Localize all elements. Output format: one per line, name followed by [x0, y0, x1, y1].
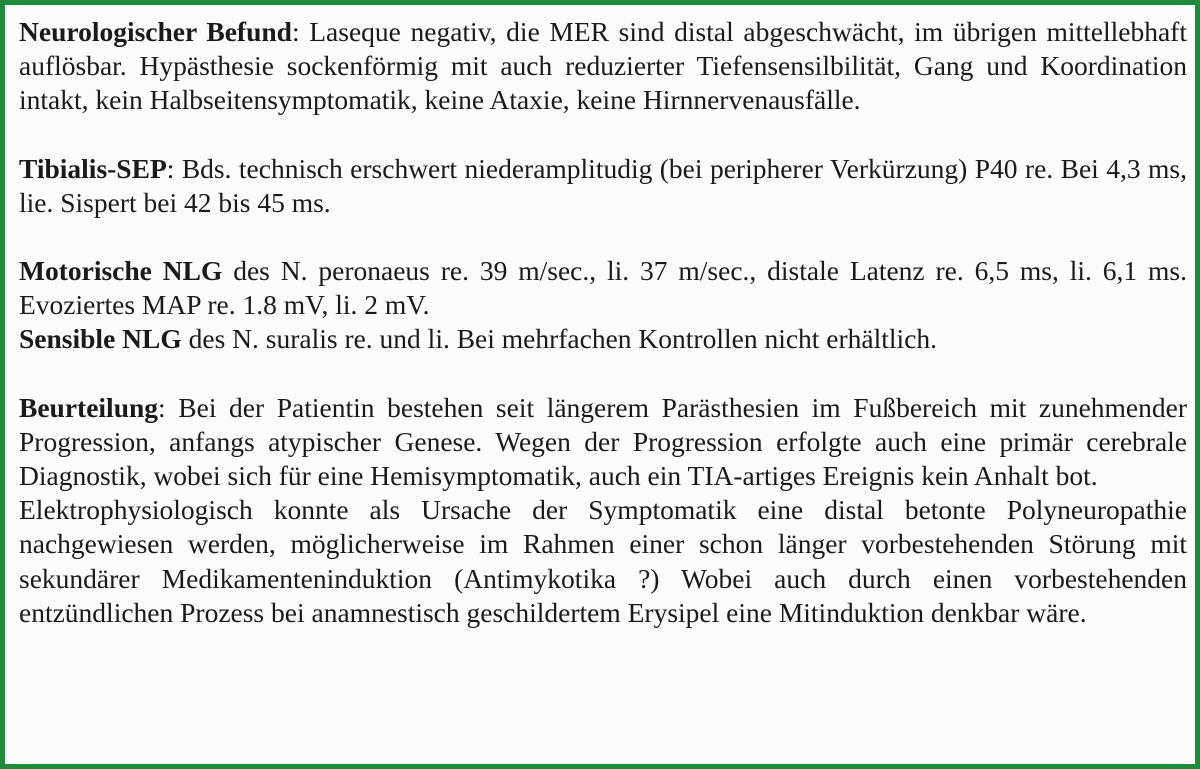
- paragraph-spacer: [19, 220, 1187, 254]
- tibialis-sep-paragraph: [19, 152, 1187, 220]
- motor-nlg-heading: Motorische NLG: [19, 255, 223, 287]
- sensory-nlg-heading: Sensible NLG: [19, 323, 182, 355]
- tibialis-sep-text: : Bds. technisch erschwert niederamplitudig (bei peripherer Verkürzung) P40 re. Bei 4,3 ms, lie. Sispert bei 42 bis 45 ms.: [19, 152, 1187, 218]
- motor-nlg-text: des N. peronaeus re. 39 m/sec., li. 37 m/sec., distale Latenz re. 6,5 ms, li. 6,1 ms. Evoziertes MAP re. 1.8 mV, li. 2 mV.: [19, 255, 1187, 321]
- neurological-findings-heading: Neurologischer Befund: [19, 16, 292, 47]
- electrophysiology-paragraph: [19, 493, 1187, 630]
- assessment-text: : Bei der Patientin bestehen seit längerem Parästhesien im Fußbereich mit zunehmender Progression, anfangs atypischer Genese. Wegen der Progression erfolgte auch eine primär cerebrale Diagnostik, wobei sich für eine Hemisymptomatik, auch ein TIA-artiges Ereignis kein Anhalt bot.: [19, 391, 1187, 492]
- document-body: [19, 15, 1187, 630]
- paragraph-spacer: [19, 118, 1187, 152]
- sensory-nlg-text: des N. suralis re. und li. Bei mehrfachen Kontrollen nicht erhältlich.: [181, 323, 938, 355]
- neurological-findings-text: : Laseque negativ, die MER sind distal abgeschwächt, im übrigen mittellebhaft auflösbar. Hypästhesie sockenförmig mit auch reduzierter Tiefensensilbilität, Gang und Koordination intakt, kein Halbseitensymptomatik, keine Ataxie, keine Hirnnervenausfälle.: [19, 16, 1187, 116]
- paragraph-spacer: [19, 357, 1187, 391]
- neurological-findings-paragraph: [19, 15, 1187, 118]
- assessment-heading: Beurteilung: [19, 391, 159, 423]
- electrophysiology-text: Elektrophysiologisch konnte als Ursache der Symptomatik eine distal betonte Polyneuropathie nachgewiesen werden, möglicherweise im Rahmen einer schon länger vorbestehenden Störung mit sekundärer Medikamenteninduktion (Antimykotika ?) Wobei auch durch einen vorbestehenden entzündlichen Prozess bei anamnestisch geschildertem Erysipel eine Mitinduktion denkbar wäre.: [19, 494, 1187, 628]
- sensory-nlg-paragraph: [19, 322, 1187, 356]
- motor-nlg-paragraph: [19, 254, 1187, 322]
- tibialis-sep-heading: Tibialis-SEP: [19, 152, 167, 184]
- assessment-paragraph: [19, 391, 1187, 494]
